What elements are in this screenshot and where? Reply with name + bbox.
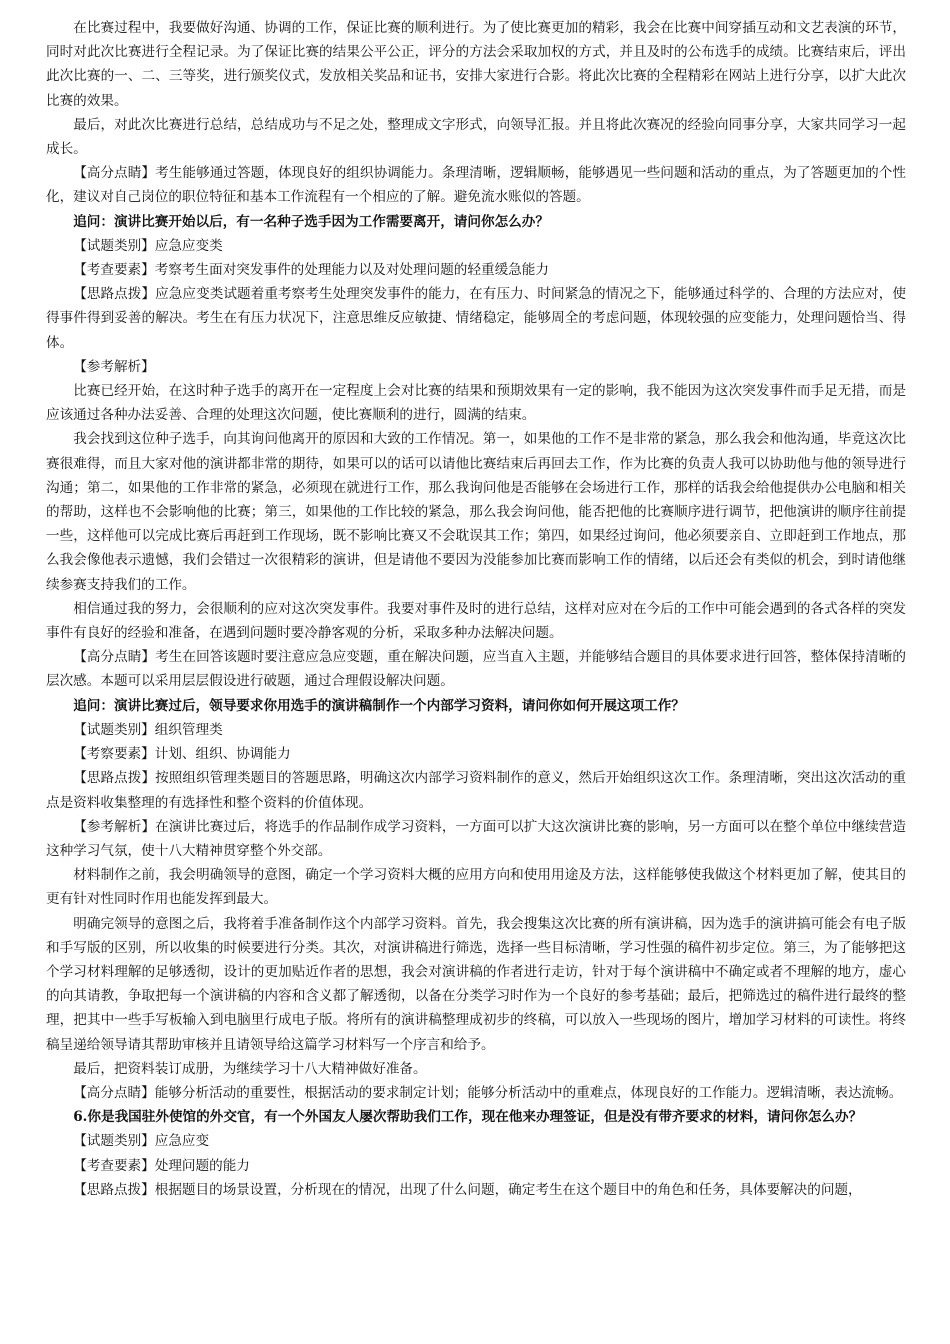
paragraph: 相信通过我的努力，会很顺利的应对这次突发事件。我要对事件及时的进行总结，这样对应对在今后的工作中可能会遇到的各式各样的突发事件有良好的经验和准备，在遇到问题时要冷静客观的分析，采取多种办法解决问题。 — [46, 600, 906, 642]
question-heading: 6.你是我国驻外使馆的外交官，有一个外国友人屡次帮助我们工作，现在他来办理签证，但是没有带齐要求的材料，请问你怎么办？ — [73, 1109, 863, 1126]
question-heading: 追问：演讲比赛开始以后，有一名种子选手因为工作需要离开，请问你怎么办？ — [73, 213, 549, 230]
paragraph: 【高分点睛】考生在回答该题时要注意应急应变题，重在解决问题，应当直入主题，并能够结合题目的具体要求进行回答，整体保持清晰的层次感。本题可以采用层层假设进行破题，通过合理假设解决问题。 — [46, 649, 906, 690]
paragraph: 最后，把资料装订成册，为继续学习十八大精神做好准备。 — [73, 1060, 427, 1077]
paragraph: 材料制作之前，我会明确领导的意图，确定一个学习资料大概的应用方向和使用用途及方法，这样能够使我做这个材料更加了解，使其目的更有针对性同时作用也能发挥到最大。 — [46, 867, 906, 908]
question-heading: 追问：演讲比赛过后，领导要求你用选手的演讲稿制作一个内部学习资料，请问你如何开展这项工作？ — [73, 697, 685, 714]
paragraph: 【高分点睛】考生能够通过答题，体现良好的组织协调能力。条理清晰，逻辑顺畅，能够遇见一些问题和活动的重点，为了答题更加的个性化，建议对自己岗位的职位特征和基本工作流程有一个相应的了解。避免流水账似的答题。 — [46, 165, 906, 206]
paragraph: 在比赛过程中，我要做好沟通、协调的工作，保证比赛的顺利进行。为了使比赛更加的精彩，我会在比赛中间穿插互动和文艺表演的环节，同时对此次比赛进行全程记录。为了保证比赛的结果公平公正，评分的方法会采取加权的方式，并且及时的公布选手的成绩。比赛结束后，评出此次比赛的一、二、三等奖，进行颁奖仪式，发放相关奖品和证书，安排大家进行合影。将此次比赛的全程精彩在网站上进行分享，以扩大此次比赛的效果。 — [46, 20, 906, 109]
paragraph: 比赛已经开始，在这时种子选手的离开在一定程度上会对比赛的结果和预期效果有一定的影响，我不能因为这次突发事件而手足无措，而是应该通过各种办法妥善、合理的处理这次问题，使比赛顺利的进行，圆满的结束。 — [46, 383, 906, 424]
paragraph: 【参考解析】在演讲比赛过后，将选手的作品制作成学习资料，一方面可以扩大这次演讲比赛的影响，另一方面可以在整个单位中继续营造这种学习气氛，使十八大精神贯穿整个外交部。 — [46, 818, 906, 859]
paragraph: 【考查要素】考察考生面对突发事件的处理能力以及对处理问题的轻重缓急能力 — [73, 262, 549, 279]
paragraph: 【思路点拨】按照组织管理类题目的答题思路，明确这次内部学习资料制作的意义，然后开始组织这次工作。条理清晰，突出这次活动的重点是资料收集整理的有选择性和整个资料的价值体现。 — [46, 770, 906, 811]
paragraph: 【高分点睛】能够分析活动的重要性，根据活动的要求制定计划；能够分析活动中的重难点，体现良好的工作能力。逻辑清晰，表达流畅。 — [73, 1084, 903, 1101]
paragraph: 最后，对此次比赛进行总结，总结成功与不足之处，整理成文字形式，向领导汇报。并且将此次赛况的经验向同事分享，大家共同学习一起成长。 — [46, 116, 906, 158]
paragraph: 【思路点拨】根据题目的场景设置，分析现在的情况，出现了什么问题，确定考生在这个题目中的角色和任务，具体要解决的问题， — [73, 1181, 862, 1198]
paragraph: 明确完领导的意图之后，我将着手准备制作这个内部学习资料。首先，我会搜集这次比赛的所有演讲稿，因为选手的演讲搞可能会有电子版和手写版的区别，所以收集的时候要进行分类。其次，对演讲稿进行筛选，选择一些目标清晰，学习性强的稿件初步定位。第三，为了能够把这个学习材料理解的足够透彻，设计的更加贴近作者的思想，我会对演讲稿的作者进行走访，针对于每个演讲稿中不确定或者不理解的地方，虚心的向其请教，争取把每一个演讲稿的内容和含义都了解透彻，以备在分类学习时作为一个良好的参考基础；最后，把筛选过的稿件进行最终的整理，把其中一些手写板输入到电脑里行成电子版。将所有的演讲稿整理成初步的终稿，可以放入一些现场的图片，增加学习材料的可读性。将终稿呈递给领导请其帮助审核并且请领导给这篇学习材料写一个序言和给予。 — [46, 915, 906, 1053]
paragraph: 我会找到这位种子选手，向其询问他离开的原因和大致的工作情况。第一，如果他的工作不是非常的紧急，那么我会和他沟通，毕竟这次比赛很难得，而且大家对他的演讲都非常的期待，如果可以的话可以请他比赛结束后再回去工作，作为比赛的负责人我可以协助他与他的领导进行沟通；第二，如果他的工作非常的紧急，必须现在就进行工作，那么我询问他是否能够在会场进行工作，那样的话我会给他提供办公电脑和相关的帮助，这样也不会影响他的比赛；第三，如果他的工作比较的紧急，那么我会询问他，能否把他的比赛顺序进行调节，把他演讲的顺序往前提一些，这样他可以完成比赛后再赶到工作现场，既不影响比赛又不会耽误其工作；第四，如果经过询问，他必须要亲自、立即赶到工作地点，那么我会像他表示遗憾，我们会错过一次很精彩的演讲，但是请他不要因为没能参加比赛而影响工作的情绪，以后还会有类似的机会，到时请他继续参赛支持我们的工作。 — [46, 431, 906, 593]
paragraph: 【参考解析】 — [73, 358, 155, 375]
paragraph: 【考查要素】处理问题的能力 — [73, 1157, 250, 1174]
paragraph: 【试题类别】组织管理类 — [73, 721, 223, 738]
paragraph: 【试题类别】应急应变类 — [73, 237, 223, 254]
paragraph: 【试题类别】应急应变 — [73, 1133, 210, 1150]
paragraph: 【思路点拨】应急应变类试题着重考察考生处理突发事件的能力，在有压力、时间紧急的情况之下，能够通过科学的、合理的方法应对，使得事件得到妥善的解决。考生在有压力状况下，注意思维反应敏捷、情绪稳定，能够周全的考虑问题，体现较强的应变能力，处理问题恰当、得体。 — [46, 286, 906, 351]
paragraph: 【考察要素】计划、组织、协调能力 — [73, 746, 291, 763]
